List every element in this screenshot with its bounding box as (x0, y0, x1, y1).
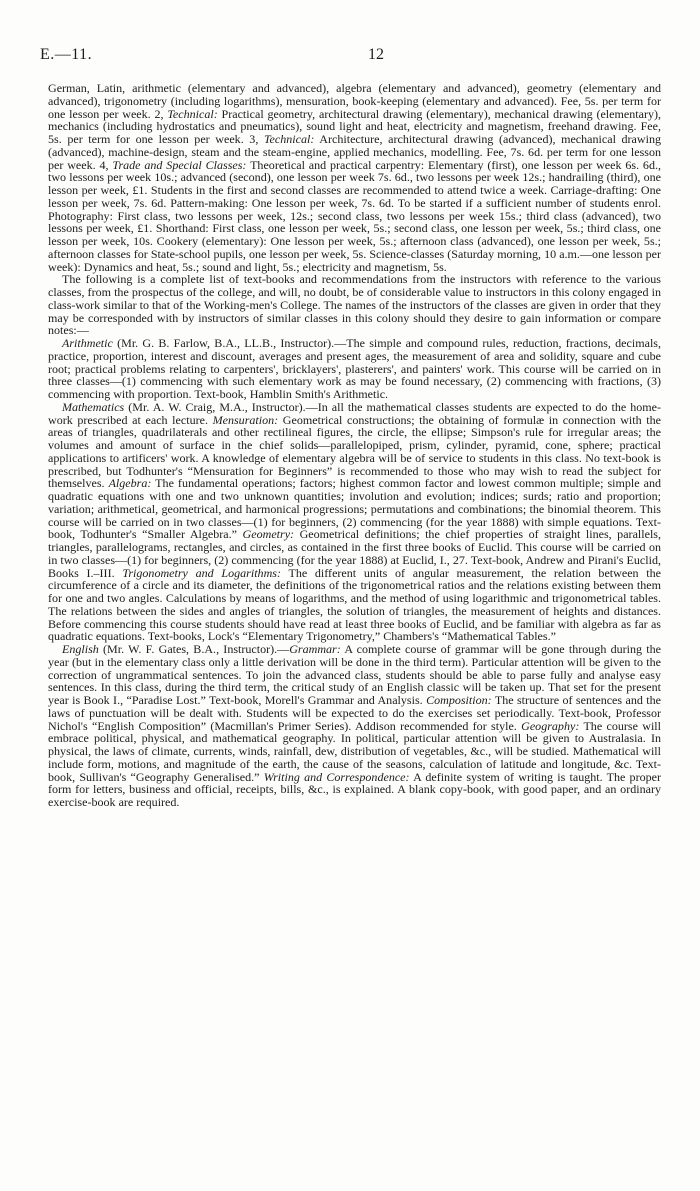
paragraph-text-books-intro: The following is a complete list of text-books and recommendations from the instructors with reference to the various classes, from the prospectus of the college, and will, no doubt, be of considerable value to instructors in this colony engaged in class-work similar to that of the Working-men's College. The names of the instructors of the classes are given in order that they may be corresponded with by instructors of similar classes in this colony should they desire to gain information or compare notes:— (48, 272, 661, 338)
page-number: 12 (368, 46, 384, 63)
paragraph-mathematics: Mathematics (Mr. A. W. Craig, M.A., Instructor).—In all the mathematical classes students are expected to do the home-work prescribed at each lecture. Mensuration: Geometrical constructions; the obtaining of formulæ in connection with the areas of triangles, quadrilaterals and other rectilineal figures, the circle, the ellipse; Simpson's rule for irregular areas; the volumes and amount of surface in the chief solids—parallelopiped, prism, cylinder, pyramid, cone, sphere; practical applications to artificers' work. A knowledge of elementary algebra will be of service to students in this class. No text-book is prescribed, but Todhunter's “Mensuration for Beginners” is recommended to those who may wish to read the subject for themselves. Algebra: The fundamental operations; factors; highest common factor and lowest common multiple; simple and quadratic equations with one and two unknown quantities; involution and evolution; indices; surds; ratio and proportion; variation; arithmetical, geometrical, and harmonical progressions; permutations and combinations; the binomial theorem. This course will be carried on in two classes—(1) for beginners, (2) commencing (for the year 1888) with simple equations. Text-book, Todhunter's “Smaller Algebra.” Geometry: Geometrical definitions; the chief properties of straight lines, parallels, triangles, parallelograms, rectangles, and circles, as contained in the first three books of Euclid. This course will be carried on in two classes—(1) for beginners, (2) commencing (for the year 1888) at Euclid, I., 27. Text-book, Andrew and Pirani's Euclid, Books I.–III. Trigonometry and Logarithms: The different units of angular measurement, the relation between the circumference of a circle and its diameter, the definitions of the trigonometrical ratios and the relations existing between them for one and two angles. Calculations by means of logarithms, and the method of using logarithmic and trigonometrical tables. The relations between the sides and angles of triangles, the solution of triangles, the measurement of heights and distances. Before commencing this course students should have read at least three books of Euclid, and be familiar with algebra as far as quadratic equations. Text-books, Lock's “Elementary Trigonometry,” Chambers's “Mathematical Tables.” (48, 399, 661, 644)
paragraph-class-fees: German, Latin, arithmetic (elementary and advanced), algebra (elementary and advanced), geometry (elementary and advanced), trigonometry (including logarithms), mensuration, book-keeping (elementary and advanced). Fee, 5s. per term for one lesson per week. 2, Technical: Practical geometry, architectural drawing (elementary), mechanical drawing (elementary), mechanics (including hydrostatics and pneumatics), sound light and heat, electricity and magnetism, freehand drawing. Fee, 5s. per term for one lesson per week. 3, Technical: Architecture, architectural drawing (advanced), mechanical drawing (advanced), machine-design, steam and the steam-engine, applied mechanics, modelling. Fee, 7s. 6d. per term for one lesson per week. 4, Trade and Special Classes: Theoretical and practical carpentry: Elementary (first), one lesson per week 6s. 6d., two lessons per week 10s.; advanced (second), one lesson per week 7s. 6d., two lessons per week 12s.; handrailing (third), one lesson per week, £1. Students in the first and second classes are recommended to attend twice a week. Carriage-drafting: One lesson per week, 7s. 6d. Pattern-making: One lesson per week, 7s. 6d. To be started if a sufficient number of students enrol. Photography: First class, two lessons per week, 12s.; second class, two lessons per week 15s.; third class (advanced), two lessons per week, £1. Shorthand: First class, one lesson per week, 5s.; second class, one lesson per week, 5s.; third class, one lesson per week, 10s. Cookery (elementary): One lesson per week, 5s.; afternoon class (advanced), one lesson per week, 5s.; afternoon classes for State-school pupils, one lesson per week, 5s. Science-classes (Saturday morning, 10 a.m.—one lesson per week): Dynamics and heat, 5s.; sound and light, 5s.; electricity and magnetism, 5s. (48, 81, 662, 274)
page-header (40, 46, 660, 68)
paragraph-english: English (Mr. W. F. Gates, B.A., Instructor).—Grammar: A complete course of grammar will be gone through during the year (but in the elementary class only a little derivation will be done in the third term). Particular attention will be given to the correction of ungrammatical sentences. To join the advanced class, students should be able to parse fully and analyse easy sentences. In this class, during the third term, the critical study of an English classic will be taken up. That set for the present year is Book I., “Paradise Lost.” Text-book, Morell's Grammar and Analysis. Composition: The structure of sentences and the laws of punctuation will be dealt with. Students will be expected to do the exercises set periodically. Text-book, Professor Nichol's “English Composition” (Macmillan's Primer Series). Addison recommended for style. Geography: The course will embrace political, physical, and mathematical geography. In political, particular attention will be given to Australasia. In physical, the laws of climate, currents, winds, rainfall, dew, distribution of vegetables, &c., will be studied. Mathematical will include form, motions, and magnitude of the earth, the cause of the seasons, calculation of latitude and longitude, &c. Text-book, Sullivan's “Geography Generalised.” Writing and Correspondence: A definite system of writing is taught. The proper form for letters, business and official, receipts, bills, &c., is explained. A blank copy-book, with good paper, and an ordinary exercise-book are required. (48, 642, 661, 809)
body-text (48, 82, 661, 809)
report-reference: E.—11. (40, 46, 93, 63)
paragraph-arithmetic: Arithmetic (Mr. G. B. Farlow, B.A., LL.B., Instructor).—The simple and compound rules, reduction, fractions, decimals, practice, proportion, interest and discount, averages and present ages, the measurement of area and solidity, square and cube root; practical problems relating to carpenters', bricklayers', plasterers', and painters' work. This course will be carried on in three classes—(1) commencing with such elementary work as may be found necessary, (2) commencing with fractions, (3) commencing with proportion. Text-book, Hamblin Smith's Arithmetic. (48, 336, 661, 401)
